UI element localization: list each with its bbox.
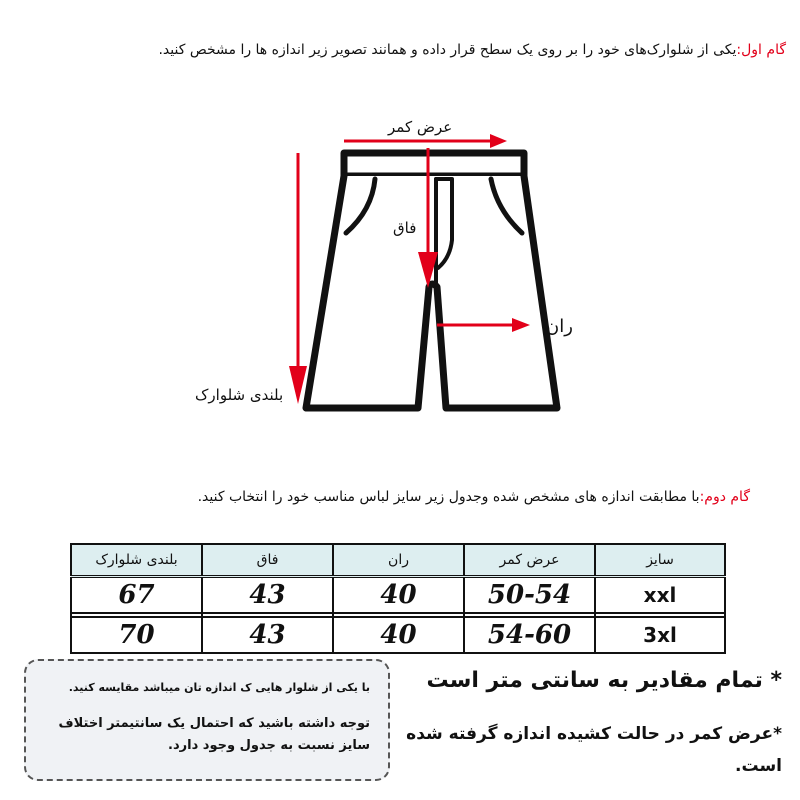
step-two-text: با مطابقت اندازه های مشخص شده وجدول زیر سایز لباس مناسب خود را انتخاب کنید.: [197, 489, 700, 505]
header-length: بلندی شلوارک: [71, 544, 202, 577]
step-two-heading: گام دوم:: [699, 489, 750, 505]
size-table-header-row: [71, 544, 725, 577]
step-two-instruction: [198, 489, 750, 505]
waist-width-label: عرض کمر: [388, 118, 453, 136]
header-size: سایز: [595, 544, 725, 577]
tolerance-note: توجه داشته باشید که احتمال یک سانتیمتر اختلاف سایز نسبت به جدول وجود دارد.: [58, 716, 370, 753]
comparison-note-box: [24, 659, 390, 781]
step-one-heading: گام اول:: [736, 42, 786, 58]
cell-waist: 50-54: [464, 577, 595, 614]
cell-length: 70: [71, 617, 202, 653]
rise-label: فاق: [393, 219, 417, 237]
waist-footnote: *عرض کمر در حالت کشیده اندازه گرفته شده است.: [406, 724, 782, 776]
shorts-length-label: بلندی شلوارک: [195, 386, 284, 404]
cell-thigh: 40: [333, 617, 464, 653]
shorts-waistband: [344, 153, 524, 176]
cell-size: 3xl: [595, 617, 725, 653]
cell-rise: 43: [202, 617, 333, 653]
cell-waist: 54-60: [464, 617, 595, 653]
shorts-outline: [306, 153, 557, 408]
cell-rise: 43: [202, 577, 333, 614]
thigh-label: ران: [546, 316, 573, 337]
units-footnote: * تمام مقادیر به سانتی متر است: [426, 668, 782, 693]
shorts-body: [306, 176, 557, 408]
step-one-text: یکی از شلوارک‌های خود را بر روی یک سطح قرار داده و همانند تصویر زیر اندازه ها را مشخص کنید.: [158, 42, 737, 58]
cell-length: 67: [71, 577, 202, 614]
comparison-note: با یکی از شلوار هایی ک اندازه تان میباشد مقایسه کنید.: [68, 681, 370, 694]
table-row: [71, 617, 725, 653]
waist-arrow-head: [490, 134, 507, 148]
header-thigh: ران: [333, 544, 464, 577]
cell-thigh: 40: [333, 577, 464, 614]
cell-size: xxl: [595, 577, 725, 614]
table-row: [71, 577, 725, 614]
header-waist: عرض کمر: [464, 544, 595, 577]
size-table: [70, 543, 726, 654]
header-rise: فاق: [202, 544, 333, 577]
